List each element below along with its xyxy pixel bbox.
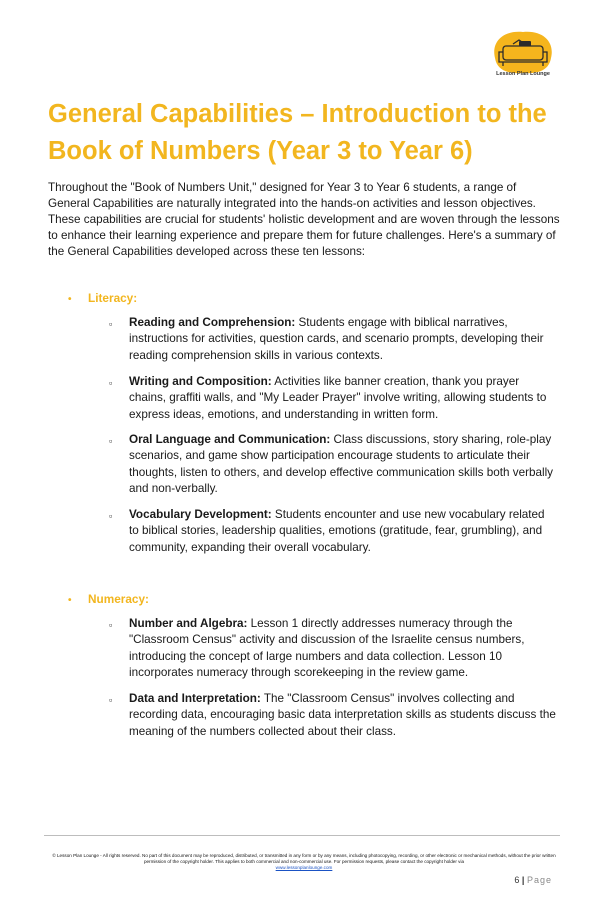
bullet-icon: • <box>68 294 72 305</box>
section-heading: • Numeracy: <box>68 591 568 607</box>
footer-website-link[interactable]: www.lessonplanlounge.com <box>275 865 333 871</box>
footer-divider <box>44 835 560 836</box>
list-item: ▫ Writing and Composition: Activities like banner creation, thank you prayer chains, graffiti walls, and "My Leader Prayer" involve writing, allowing students to express ideas, emotions, and understanding in written form. <box>109 375 547 421</box>
section-literacy <box>68 290 568 554</box>
section-numeracy <box>68 591 568 738</box>
square-bullet-icon: ▫ <box>109 695 113 705</box>
list-item: ▫ Number and Algebra: Lesson 1 directly addresses numeracy through the "Classroom Census" activity and discussion of the Israelite census numbers, introducing the concept of large numbers and data collection. Lesson 10 incorporates numeracy through scorekeeping in the review game. <box>109 617 525 680</box>
list-item: ▫ Data and Interpretation: The "Classroom Census" involves collecting and recording data, encouraging basic data interpretation skills as students discuss the meaning of the numbers collected about their class. <box>109 692 556 738</box>
square-bullet-icon: ▫ <box>109 436 113 446</box>
square-bullet-icon: ▫ <box>109 378 113 388</box>
square-bullet-icon: ▫ <box>109 511 113 521</box>
page-number: 6 | Page <box>514 875 552 885</box>
logo-text: Lesson Plan Lounge <box>496 71 550 77</box>
list-item: ▫ Reading and Comprehension: Students engage with biblical narratives, instructions for activities, question cards, and scenario prompts, developing their reading comprehension skills in various contexts. <box>109 316 544 362</box>
page-title: General Capabilities – Introduction to the Book of Numbers (Year 3 to Year 6) <box>48 100 547 165</box>
list-item: ▫ Oral Language and Communication: Class discussions, story sharing, role-play scenarios, and game show participation encourage students to articulate their thoughts, listen to others, and develop effective communication skills both verbally and non-verbally. <box>109 433 554 496</box>
square-bullet-icon: ▫ <box>109 319 113 329</box>
section-heading: • Literacy: <box>68 290 568 306</box>
footer-copyright: © Lesson Plan Lounge - All rights reserved. No part of this document may be reproduced, distributed, or transmitted in any form or by any means, including photocopying, recording, or other electronic or mechanical methods, without the prior written permission of the copyright holder. This applies to both commercial and non-commercial use. For permission requests, please contact the copyright holder via www.lessonplanlounge.com <box>52 853 556 871</box>
bullet-icon: • <box>68 595 72 606</box>
list-item: ▫ Vocabulary Development: Students encounter and use new vocabulary related to biblical stories, leadership qualities, emotions (gratitude, fear, grumbling), and community, expanding their overall vocabulary. <box>109 508 545 554</box>
square-bullet-icon: ▫ <box>109 620 113 630</box>
intro-paragraph: Throughout the "Book of Numbers Unit," designed for Year 3 to Year 6 students, a range of General Capabilities are naturally integrated into the hands-on activities and lesson objectives. These capabilities are crucial for students' holistic development and are woven through the lessons to enhance their learning experience and prepare them for future challenges. Here's a summary of the General Capabilities developed across these ten lessons: <box>48 181 560 259</box>
